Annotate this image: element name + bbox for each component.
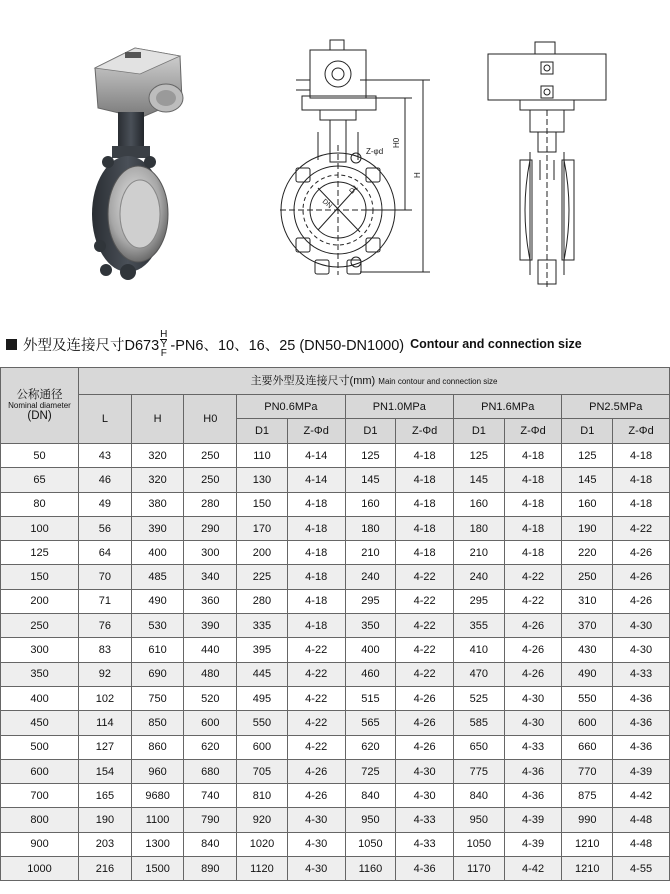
table-cell: 460 [345, 662, 396, 686]
table-row [1, 784, 670, 808]
header-pn16: PN1.6MPa [454, 395, 562, 419]
table-cell: 4-18 [396, 516, 454, 540]
table-cell: 210 [454, 541, 505, 565]
table-cell: 4-26 [396, 711, 454, 735]
header-nominal-diameter [1, 368, 79, 444]
table-cell: 165 [79, 784, 132, 808]
table-cell: 480 [184, 662, 237, 686]
front-view-drawing [280, 40, 430, 275]
table-cell: 390 [184, 614, 237, 638]
table-cell: 770 [562, 759, 613, 783]
table-cell: 950 [454, 808, 505, 832]
table-cell: 4-26 [396, 686, 454, 710]
table-cell: 990 [562, 808, 613, 832]
table-cell: 740 [184, 784, 237, 808]
table-cell: 300 [1, 638, 79, 662]
table-cell: 130 [237, 468, 288, 492]
table-cell: 295 [345, 589, 396, 613]
table-cell: 4-39 [504, 808, 562, 832]
table-cell: 4-14 [287, 444, 345, 468]
table-cell: 1050 [454, 832, 505, 856]
table-cell: 280 [184, 492, 237, 516]
table-cell: 4-18 [287, 516, 345, 540]
table-cell: 4-26 [287, 784, 345, 808]
table-cell: 4-22 [287, 662, 345, 686]
table-cell: 4-18 [287, 614, 345, 638]
table-cell: 4-18 [613, 492, 670, 516]
table-cell: 4-26 [396, 735, 454, 759]
table-cell: 150 [237, 492, 288, 516]
table-cell: 1160 [345, 857, 396, 881]
table-cell: 445 [237, 662, 288, 686]
table-cell: 154 [79, 759, 132, 783]
table-cell: 550 [237, 711, 288, 735]
table-cell: 240 [345, 565, 396, 589]
table-cell: 4-22 [613, 516, 670, 540]
table-cell: 700 [1, 784, 79, 808]
sub-d1: D1 [345, 419, 396, 444]
heading-title-cn: 外型及连接尺寸D673 [23, 337, 160, 354]
table-cell: 660 [562, 735, 613, 759]
table-cell: 4-26 [613, 565, 670, 589]
table-cell: 4-22 [396, 662, 454, 686]
header-pn25: PN2.5MPa [562, 395, 670, 419]
table-cell: 350 [1, 662, 79, 686]
table-cell: 620 [345, 735, 396, 759]
table-cell: 83 [79, 638, 132, 662]
table-cell: 4-30 [504, 711, 562, 735]
table-cell: 190 [562, 516, 613, 540]
table-cell: 920 [237, 808, 288, 832]
table-cell: 125 [1, 541, 79, 565]
table-cell: 500 [1, 735, 79, 759]
side-view-drawing [488, 42, 606, 290]
table-cell: 4-48 [613, 832, 670, 856]
table-cell: 4-18 [287, 589, 345, 613]
table-cell: 390 [131, 516, 184, 540]
table-cell: 4-42 [504, 857, 562, 881]
table-cell: 585 [454, 711, 505, 735]
table-cell: 4-22 [396, 614, 454, 638]
table-cell: 4-42 [613, 784, 670, 808]
table-cell: 750 [131, 686, 184, 710]
table-cell: 65 [1, 468, 79, 492]
table-cell: 600 [237, 735, 288, 759]
table-cell: 4-18 [613, 444, 670, 468]
sub-z: Z-Φd [504, 419, 562, 444]
table-cell: 4-18 [287, 565, 345, 589]
table-cell: 125 [562, 444, 613, 468]
table-cell: 180 [345, 516, 396, 540]
table-cell: 450 [1, 711, 79, 735]
table-cell: 705 [237, 759, 288, 783]
table-row [1, 468, 670, 492]
table-cell: 70 [79, 565, 132, 589]
table-cell: 4-18 [504, 444, 562, 468]
table-cell: 4-18 [504, 492, 562, 516]
table-cell: 125 [345, 444, 396, 468]
table-cell: 470 [454, 662, 505, 686]
table-cell: 800 [1, 808, 79, 832]
table-cell: 490 [562, 662, 613, 686]
table-cell: 1210 [562, 857, 613, 881]
sub-d1: D1 [237, 419, 288, 444]
table-cell: 160 [562, 492, 613, 516]
table-cell: 850 [131, 711, 184, 735]
table-cell: 280 [237, 589, 288, 613]
table-cell: 335 [237, 614, 288, 638]
header-h: H [131, 395, 184, 444]
nominal-cn: 公称通径 [16, 389, 63, 401]
table-cell: 4-30 [396, 759, 454, 783]
table-cell: 4-36 [504, 759, 562, 783]
heading-model [23, 330, 404, 358]
table-row [1, 662, 670, 686]
table-row [1, 735, 670, 759]
table-row [1, 808, 670, 832]
table-cell: 145 [562, 468, 613, 492]
label-dn: DN [320, 198, 333, 211]
table-cell: 4-36 [613, 735, 670, 759]
table-cell: 210 [345, 541, 396, 565]
main-en: Main contour and connection size [378, 376, 498, 386]
table-cell: 295 [454, 589, 505, 613]
table-cell: 600 [1, 759, 79, 783]
table-cell: 515 [345, 686, 396, 710]
table-cell: 410 [454, 638, 505, 662]
nominal-en: Nominal diameter [8, 401, 71, 410]
table-cell: 76 [79, 614, 132, 638]
table-cell: 355 [454, 614, 505, 638]
main-cn: 主要外型及连接尺寸(mm) [250, 374, 376, 387]
table-cell: 4-22 [504, 565, 562, 589]
table-cell: 4-39 [504, 832, 562, 856]
table-cell: 290 [184, 516, 237, 540]
table-cell: 395 [237, 638, 288, 662]
table-cell: 495 [237, 686, 288, 710]
table-cell: 520 [184, 686, 237, 710]
table-cell: 110 [237, 444, 288, 468]
table-cell: 440 [184, 638, 237, 662]
table-cell: 4-22 [287, 686, 345, 710]
table-cell: 860 [131, 735, 184, 759]
table-cell: 4-36 [396, 857, 454, 881]
table-cell: 240 [454, 565, 505, 589]
table-cell: 200 [1, 589, 79, 613]
table-cell: 216 [79, 857, 132, 881]
table-cell: 4-26 [504, 614, 562, 638]
table-cell: 370 [562, 614, 613, 638]
table-cell: 200 [237, 541, 288, 565]
table-cell: 950 [345, 808, 396, 832]
table-row [1, 541, 670, 565]
table-cell: 600 [184, 711, 237, 735]
table-cell: 190 [79, 808, 132, 832]
table-row [1, 759, 670, 783]
fraction-top: H [160, 329, 168, 340]
table-cell: 1300 [131, 832, 184, 856]
table-cell: 160 [454, 492, 505, 516]
table-cell: 4-18 [396, 541, 454, 565]
table-cell: 160 [345, 492, 396, 516]
table-cell: 4-22 [287, 638, 345, 662]
table-row [1, 857, 670, 881]
heading-range: -PN6、10、16、25 (DN50-DN1000) [170, 337, 405, 354]
table-cell: 4-22 [396, 565, 454, 589]
table-cell: 4-18 [396, 444, 454, 468]
table-cell: 80 [1, 492, 79, 516]
table-cell: 4-18 [396, 492, 454, 516]
table-cell: 1050 [345, 832, 396, 856]
table-cell: 4-18 [287, 541, 345, 565]
table-cell: 64 [79, 541, 132, 565]
table-cell: 430 [562, 638, 613, 662]
dimension-table [0, 367, 670, 881]
table-cell: 4-36 [504, 784, 562, 808]
table-cell: 400 [131, 541, 184, 565]
model-fraction [160, 330, 167, 358]
table-cell: 4-22 [287, 735, 345, 759]
table-cell: 4-36 [613, 711, 670, 735]
table-cell: 4-33 [613, 662, 670, 686]
table-cell: 530 [131, 614, 184, 638]
table-cell: 550 [562, 686, 613, 710]
table-cell: 1500 [131, 857, 184, 881]
table-cell: 4-18 [504, 541, 562, 565]
table-cell: 1170 [454, 857, 505, 881]
table-cell: 4-33 [504, 735, 562, 759]
sub-d1: D1 [454, 419, 505, 444]
valve-figures [0, 0, 670, 325]
table-cell: 380 [131, 492, 184, 516]
table-cell: 4-39 [613, 759, 670, 783]
table-cell: 4-33 [396, 832, 454, 856]
table-cell: 875 [562, 784, 613, 808]
table-cell: 4-22 [396, 638, 454, 662]
table-cell: 4-22 [396, 589, 454, 613]
table-cell: 4-18 [504, 468, 562, 492]
table-cell: 4-30 [613, 614, 670, 638]
table-row [1, 686, 670, 710]
table-cell: 4-22 [504, 589, 562, 613]
table-cell: 203 [79, 832, 132, 856]
table-cell: 320 [131, 468, 184, 492]
table-cell: 114 [79, 711, 132, 735]
table-row [1, 614, 670, 638]
table-cell: 4-18 [396, 468, 454, 492]
table-cell: 1120 [237, 857, 288, 881]
table-cell: 4-18 [287, 492, 345, 516]
table-cell: 50 [1, 444, 79, 468]
table-cell: 1000 [1, 857, 79, 881]
header-pn06: PN0.6MPa [237, 395, 345, 419]
section-heading [6, 329, 670, 359]
table-cell: 4-30 [396, 784, 454, 808]
table-cell: 225 [237, 565, 288, 589]
table-cell: 180 [454, 516, 505, 540]
sub-z: Z-Φd [396, 419, 454, 444]
nominal-dn: (DN) [27, 410, 52, 422]
table-cell: 650 [454, 735, 505, 759]
table-cell: 4-36 [613, 686, 670, 710]
table-row [1, 444, 670, 468]
sub-z: Z-Φd [287, 419, 345, 444]
table-cell: 46 [79, 468, 132, 492]
table-cell: 340 [184, 565, 237, 589]
table-cell: 350 [345, 614, 396, 638]
table-cell: 250 [184, 468, 237, 492]
table-cell: 620 [184, 735, 237, 759]
table-cell: 565 [345, 711, 396, 735]
table-row [1, 492, 670, 516]
table-cell: 400 [345, 638, 396, 662]
table-cell: 56 [79, 516, 132, 540]
table-cell: 400 [1, 686, 79, 710]
table-cell: 490 [131, 589, 184, 613]
table-cell: 4-30 [287, 808, 345, 832]
header-pn10: PN1.0MPa [345, 395, 453, 419]
table-cell: 71 [79, 589, 132, 613]
table-cell: 4-26 [613, 541, 670, 565]
table-cell: 890 [184, 857, 237, 881]
label-h0: H0 [392, 137, 401, 148]
table-cell: 790 [184, 808, 237, 832]
table-row [1, 516, 670, 540]
table-cell: 43 [79, 444, 132, 468]
table-cell: 4-26 [287, 759, 345, 783]
table-cell: 4-55 [613, 857, 670, 881]
table-cell: 840 [345, 784, 396, 808]
table-cell: 4-26 [504, 662, 562, 686]
sub-d1: D1 [562, 419, 613, 444]
table-cell: 100 [1, 516, 79, 540]
table-body [1, 444, 670, 881]
table-cell: 1100 [131, 808, 184, 832]
table-cell: 960 [131, 759, 184, 783]
table-cell: 1020 [237, 832, 288, 856]
table-cell: 525 [454, 686, 505, 710]
label-d1: D1 [348, 184, 360, 196]
table-cell: 840 [184, 832, 237, 856]
table-cell: 4-26 [613, 589, 670, 613]
table-cell: 320 [131, 444, 184, 468]
table-cell: 49 [79, 492, 132, 516]
heading-title-en: Contour and connection size [410, 337, 582, 351]
table-cell: 775 [454, 759, 505, 783]
label-h: H [413, 172, 422, 178]
table-cell: 4-14 [287, 468, 345, 492]
table-cell: 360 [184, 589, 237, 613]
table-row [1, 711, 670, 735]
table-cell: 220 [562, 541, 613, 565]
fraction-bottom: F [160, 348, 167, 359]
table-cell: 150 [1, 565, 79, 589]
valve-photo [92, 48, 183, 280]
table-cell: 4-18 [504, 516, 562, 540]
table-cell: 600 [562, 711, 613, 735]
table-row [1, 565, 670, 589]
table-cell: 4-30 [287, 832, 345, 856]
label-z-phi-d: Z-φd [366, 147, 384, 156]
table-cell: 4-18 [613, 468, 670, 492]
table-cell: 125 [454, 444, 505, 468]
sub-z: Z-Φd [613, 419, 670, 444]
header-main-contour [79, 368, 670, 395]
table-cell: 4-22 [287, 711, 345, 735]
header-l: L [79, 395, 132, 444]
table-cell: 485 [131, 565, 184, 589]
table-cell: 725 [345, 759, 396, 783]
table-cell: 250 [562, 565, 613, 589]
table-cell: 1210 [562, 832, 613, 856]
header-h0: H0 [184, 395, 237, 444]
fraction-mid: Y [160, 339, 168, 350]
table-cell: 680 [184, 759, 237, 783]
table-row [1, 832, 670, 856]
table-row [1, 589, 670, 613]
table-cell: 900 [1, 832, 79, 856]
table-cell: 610 [131, 638, 184, 662]
table-cell: 300 [184, 541, 237, 565]
table-cell: 810 [237, 784, 288, 808]
table-cell: 92 [79, 662, 132, 686]
table-row [1, 638, 670, 662]
table-cell: 4-33 [396, 808, 454, 832]
table-cell: 9680 [131, 784, 184, 808]
table-cell: 145 [454, 468, 505, 492]
table-cell: 102 [79, 686, 132, 710]
table-cell: 250 [184, 444, 237, 468]
bullet-square-icon [6, 339, 17, 350]
table-cell: 170 [237, 516, 288, 540]
table-cell: 310 [562, 589, 613, 613]
table-cell: 4-30 [287, 857, 345, 881]
table-cell: 4-26 [504, 638, 562, 662]
table-cell: 250 [1, 614, 79, 638]
table-cell: 145 [345, 468, 396, 492]
table-cell: 840 [454, 784, 505, 808]
table-cell: 690 [131, 662, 184, 686]
table-cell: 4-30 [504, 686, 562, 710]
table-cell: 4-48 [613, 808, 670, 832]
table-cell: 4-30 [613, 638, 670, 662]
table-cell: 127 [79, 735, 132, 759]
